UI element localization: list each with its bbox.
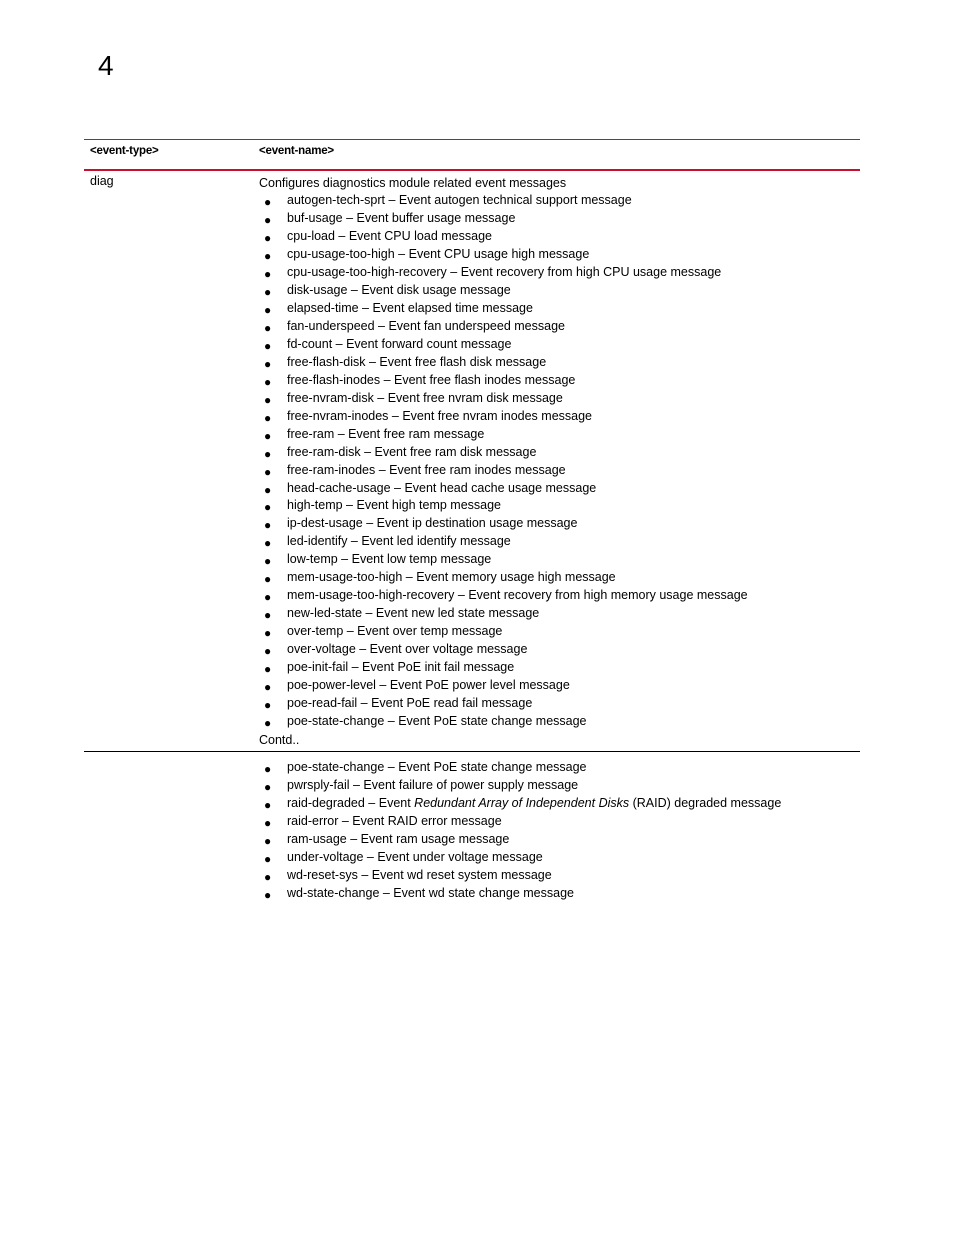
- list-item: ● free-flash-disk – Event free flash disk message: [264, 354, 547, 371]
- bullet-icon: ●: [264, 212, 272, 227]
- list-item: ● ram-usage – Event ram usage message: [264, 831, 510, 848]
- bullet-icon: ●: [264, 482, 272, 497]
- list-item: ● poe-state-change – Event PoE state change message: [264, 760, 587, 776]
- bullet-icon: ●: [264, 230, 272, 245]
- bullet-icon: ●: [264, 887, 272, 902]
- list-item: ● over-voltage – Event over voltage message: [264, 642, 528, 659]
- bullet-icon: ●: [264, 554, 272, 569]
- bullet-icon: ●: [264, 464, 272, 479]
- bullet-icon: ●: [264, 590, 272, 605]
- list-item: ● poe-state-change – Event PoE state change message: [264, 714, 587, 731]
- list-item: ● autogen-tech-sprt – Event autogen technical support message: [264, 193, 632, 209]
- bullet-icon: ●: [264, 302, 272, 317]
- header-event-type: <event-type>: [90, 145, 159, 157]
- list-item: ● fd-count – Event forward count message: [264, 336, 512, 353]
- bullet-icon: ●: [264, 195, 272, 209]
- list-item: ● buf-usage – Event buffer usage message: [264, 210, 516, 227]
- bullet-icon: ●: [264, 626, 272, 641]
- bullet-icon: ●: [264, 779, 272, 794]
- bullet-icon: ●: [264, 446, 272, 461]
- list-item: ● under-voltage – Event under voltage message: [264, 849, 543, 866]
- list-item: ● free-ram-inodes – Event free ram inodes message: [264, 462, 566, 479]
- list-item: ● poe-init-fail – Event PoE init fail message: [264, 660, 515, 677]
- list-item: ● ip-dest-usage – Event ip destination usage message: [264, 516, 578, 533]
- list-item: ● cpu-usage-too-high – Event CPU usage high message: [264, 246, 590, 263]
- list-item: ● wd-state-change – Event wd state change message: [264, 885, 574, 902]
- event-name-cell: [259, 759, 859, 903]
- bullet-icon: ●: [264, 518, 272, 533]
- list-item: ● disk-usage – Event disk usage message: [264, 282, 511, 299]
- event-name-cell: [259, 174, 859, 749]
- bullet-icon: ●: [264, 797, 272, 812]
- chapter-number: 4: [98, 50, 114, 81]
- list-item: ● head-cache-usage – Event head cache usage message: [264, 480, 597, 497]
- bullet-icon: ●: [264, 833, 272, 848]
- bullet-icon: ●: [264, 698, 272, 713]
- table-row: [84, 171, 860, 752]
- bullet-icon: ●: [264, 266, 272, 281]
- list-item: ● wd-reset-sys – Event wd reset system message: [264, 867, 552, 884]
- bullet-icon: ●: [264, 608, 272, 623]
- event-list: [259, 192, 859, 731]
- list-item: ● free-nvram-inodes – Event free nvram inodes message: [264, 408, 593, 425]
- bullet-icon: ●: [264, 320, 272, 335]
- list-item: ● pwrsply-fail – Event failure of power supply message: [264, 777, 579, 794]
- bullet-icon: ●: [264, 248, 272, 263]
- bullet-icon: ●: [264, 572, 272, 587]
- event-list: [259, 759, 859, 903]
- bullet-icon: ●: [264, 644, 272, 659]
- bullet-icon: ●: [264, 284, 272, 299]
- bullet-icon: ●: [264, 851, 272, 866]
- bullet-icon: ●: [264, 392, 272, 407]
- list-item: ● led-identify – Event led identify message: [264, 534, 511, 551]
- bullet-icon: ●: [264, 680, 272, 695]
- bullet-icon: ●: [264, 410, 272, 425]
- bullet-icon: ●: [264, 662, 272, 677]
- list-item: ● low-temp – Event low temp message: [264, 552, 492, 569]
- list-item: ● mem-usage-too-high – Event memory usage high message: [264, 570, 616, 587]
- list-item: ● free-ram – Event free ram message: [264, 426, 485, 443]
- table-header: [84, 139, 860, 171]
- list-item: ● new-led-state – Event new led state message: [264, 606, 540, 623]
- continued-note: Contd..: [259, 733, 300, 748]
- row-description: Configures diagnostics module related event messages: [259, 176, 567, 190]
- list-item: ● poe-read-fail – Event PoE read fail message: [264, 696, 533, 713]
- list-item: ● raid-error – Event RAID error message: [264, 813, 502, 830]
- bullet-icon: ●: [264, 815, 272, 830]
- bullet-icon: ●: [264, 500, 272, 515]
- bullet-icon: ●: [264, 374, 272, 389]
- bullet-icon: ●: [264, 356, 272, 371]
- list-item: ● mem-usage-too-high-recovery – Event recovery from high memory usage message: [264, 588, 748, 605]
- table-row: [84, 752, 860, 902]
- list-item: ● high-temp – Event high temp message: [264, 498, 502, 515]
- list-item: ● cpu-usage-too-high-recovery – Event recovery from high CPU usage message: [264, 264, 722, 281]
- bullet-icon: ●: [264, 762, 272, 776]
- bullet-icon: ●: [264, 428, 272, 443]
- list-item: ● over-temp – Event over temp message: [264, 624, 503, 641]
- event-type-cell: diag: [90, 174, 114, 188]
- list-item: ● poe-power-level – Event PoE power level message: [264, 678, 570, 695]
- list-item: ● free-nvram-disk – Event free nvram disk message: [264, 390, 563, 407]
- bullet-icon: ●: [264, 869, 272, 884]
- list-item: ● raid-degraded – Event Redundant Array of Independent Disks (RAID) degraded message: [264, 795, 782, 812]
- bullet-icon: ●: [264, 338, 272, 353]
- list-item: ● free-flash-inodes – Event free flash inodes message: [264, 372, 576, 389]
- bullet-icon: ●: [264, 716, 272, 731]
- list-item: ● free-ram-disk – Event free ram disk message: [264, 444, 537, 461]
- list-item: ● cpu-load – Event CPU load message: [264, 228, 492, 245]
- header-event-name: <event-name>: [259, 145, 334, 157]
- list-item: ● fan-underspeed – Event fan underspeed message: [264, 318, 565, 335]
- bullet-icon: ●: [264, 536, 272, 551]
- event-table: [84, 139, 860, 902]
- list-item: ● elapsed-time – Event elapsed time message: [264, 300, 533, 317]
